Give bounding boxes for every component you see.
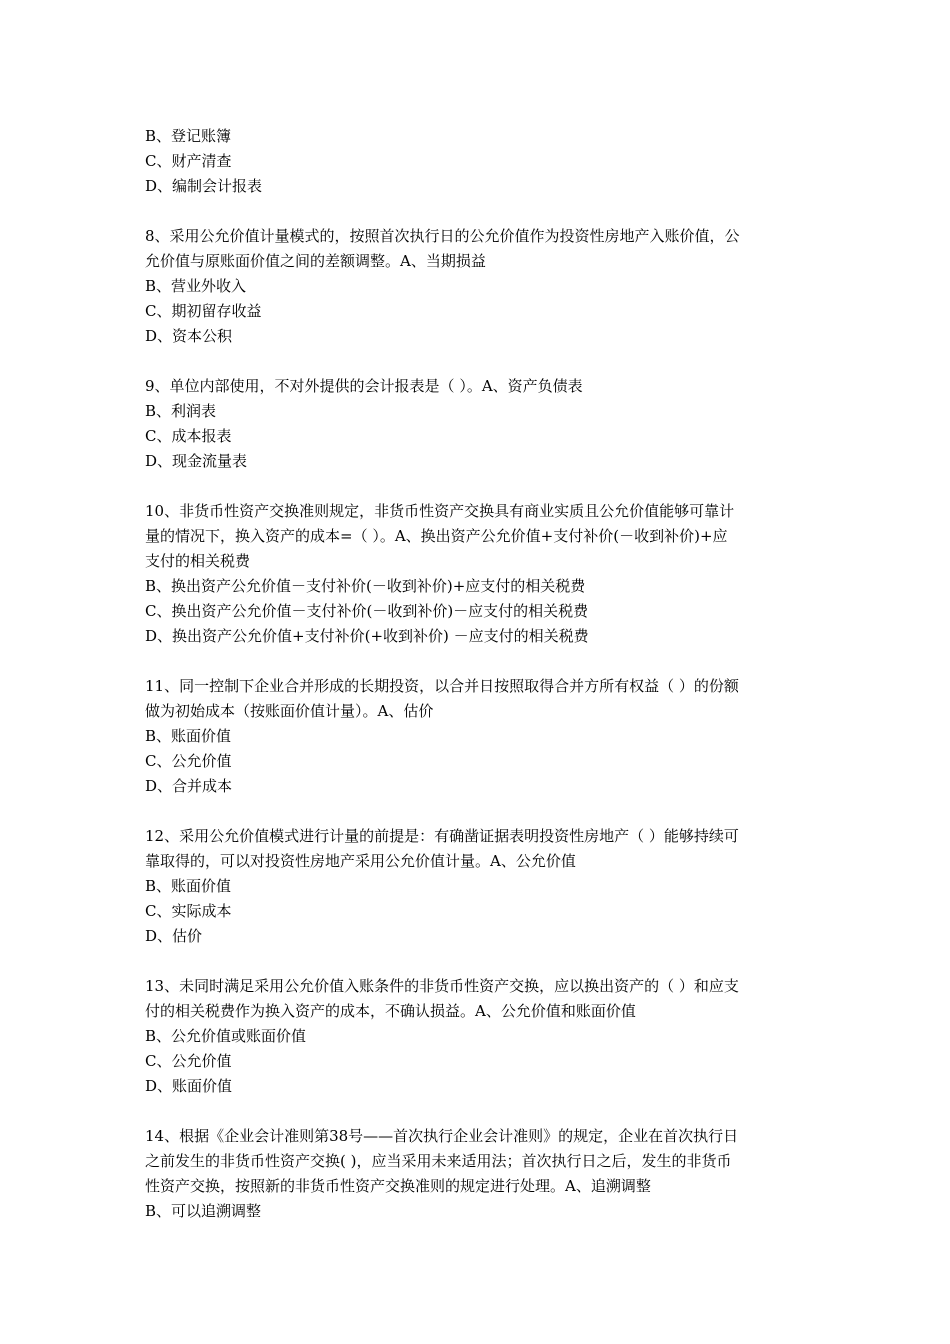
option-b: B、账面价值 xyxy=(145,877,232,895)
stem-line: 之前发生的非货币性资产交换( )，应当采用未来适用法；首次执行日之后，发生的非货币 xyxy=(145,1152,732,1170)
question-stem xyxy=(145,374,810,399)
option-d: D、合并成本 xyxy=(145,777,233,795)
option-b: B、账面价值 xyxy=(145,727,232,745)
option-c: C、换出资产公允价值－支付补价(－收到补价)－应支付的相关税费 xyxy=(145,602,589,620)
question-10 xyxy=(145,499,810,649)
option-d: D、估价 xyxy=(145,927,203,945)
stem-line: 13、未同时满足采用公允价值入账条件的非货币性资产交换，应以换出资产的（ ）和应支 xyxy=(145,977,739,995)
question-14 xyxy=(145,1124,810,1224)
spacer xyxy=(145,799,810,824)
option-d: D、换出资产公允价值+支付补价(+收到补价) －应支付的相关税费 xyxy=(145,627,589,645)
spacer xyxy=(145,649,810,674)
option-c: C、成本报表 xyxy=(145,427,232,445)
option-c: C、实际成本 xyxy=(145,902,232,920)
option-c: C、公允价值 xyxy=(145,1052,232,1070)
spacer xyxy=(145,1099,810,1124)
question-12 xyxy=(145,824,810,949)
document-body xyxy=(145,124,810,1224)
spacer xyxy=(145,949,810,974)
option-d: D、账面价值 xyxy=(145,1077,233,1095)
question-stem xyxy=(145,1124,810,1199)
question-9 xyxy=(145,374,810,474)
spacer xyxy=(145,349,810,374)
stem-line: 10、非货币性资产交换准则规定，非货币性资产交换具有商业实质且公允价值能够可靠计 xyxy=(145,502,735,520)
spacer xyxy=(145,199,810,224)
option-c: C、期初留存收益 xyxy=(145,302,262,320)
stem-line: 付的相关税费作为换入资产的成本，不确认损益。A、公允价值和账面价值 xyxy=(145,1002,636,1020)
option-b: B、可以追溯调整 xyxy=(145,1202,262,1220)
option-c: C、财产清查 xyxy=(145,152,232,170)
option-d: D、资本公积 xyxy=(145,327,233,345)
stem-line: 允价值与原账面价值之间的差额调整。A、当期损益 xyxy=(145,252,486,270)
option-b: B、换出资产公允价值－支付补价(－收到补价)+应支付的相关税费 xyxy=(145,577,586,595)
question-stem xyxy=(145,824,810,874)
question-13 xyxy=(145,974,810,1099)
option-d: D、现金流量表 xyxy=(145,452,248,470)
stem-line: 性资产交换，按照新的非货币性资产交换准则的规定进行处理。A、追溯调整 xyxy=(145,1177,651,1195)
question-8 xyxy=(145,224,810,349)
option-d: D、编制会计报表 xyxy=(145,177,263,195)
spacer xyxy=(145,474,810,499)
question-stem xyxy=(145,224,810,274)
stem-line: 支付的相关税费 xyxy=(145,552,251,570)
stem-line: 11、同一控制下企业合并形成的长期投资，以合并日按照取得合并方所有权益（ ）的份额 xyxy=(145,677,739,695)
option-b: B、登记账簿 xyxy=(145,127,232,145)
question-stem xyxy=(145,974,810,1024)
stem-line: 14、根据《企业会计准则第38号——首次执行企业会计准则》的规定，企业在首次执行日 xyxy=(145,1127,739,1145)
question-11 xyxy=(145,674,810,799)
question-stem xyxy=(145,674,810,724)
stem-line: 量的情况下，换入资产的成本=（ ）。A、换出资产公允价值+支付补价(－收到补价)+应 xyxy=(145,527,728,545)
option-b: B、利润表 xyxy=(145,402,217,420)
question-stem xyxy=(145,499,810,574)
stem-line: 8、采用公允价值计量模式的，按照首次执行日的公允价值作为投资性房地产入账价值，公 xyxy=(145,227,740,245)
option-b: B、公允价值或账面价值 xyxy=(145,1027,307,1045)
stem-line: 做为初始成本（按账面价值计量）。A、估价 xyxy=(145,702,434,720)
stem-line: 9、单位内部使用，不对外提供的会计报表是（ ）。A、资产负债表 xyxy=(145,377,583,395)
option-c: C、公允价值 xyxy=(145,752,232,770)
option-b: B、营业外收入 xyxy=(145,277,247,295)
stem-line: 12、采用公允价值模式进行计量的前提是：有确凿证据表明投资性房地产（ ）能够持续可 xyxy=(145,827,739,845)
lead-options xyxy=(145,124,810,199)
stem-line: 靠取得的，可以对投资性房地产采用公允价值计量。A、公允价值 xyxy=(145,852,576,870)
